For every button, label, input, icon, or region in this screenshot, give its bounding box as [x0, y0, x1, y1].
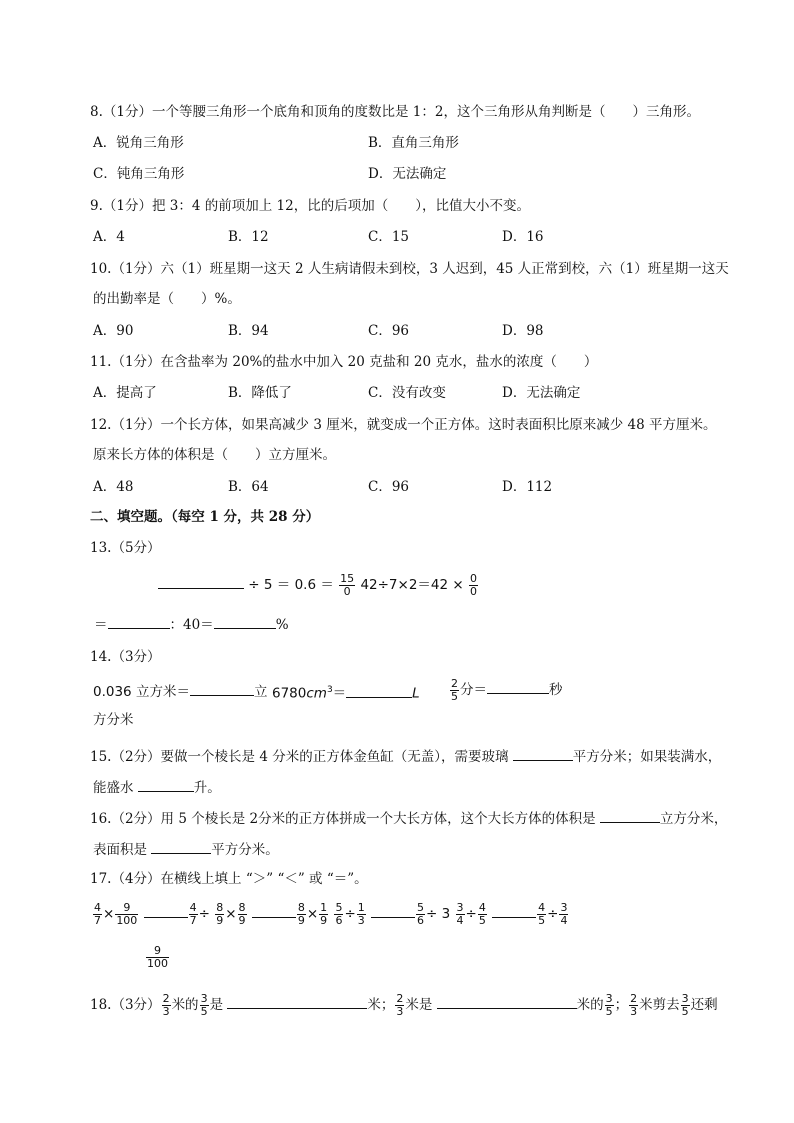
q14-part2: $6780cm^3= L$ [272, 681, 420, 703]
q16-line1: 16.（2分）用 5 个棱长是 2分米的正方体拼成一个大长方体，这个大长方体的体积是 立方分米， [90, 808, 727, 828]
q18-blank-1[interactable] [227, 994, 367, 1009]
q9-option-a[interactable]: A．4 [93, 229, 125, 245]
q13-line1 [158, 570, 479, 600]
q10-option-b[interactable]: B．94 [228, 323, 269, 339]
q16-blank-2[interactable] [151, 839, 211, 854]
q18-blank-2[interactable] [437, 994, 577, 1009]
q9-option-b[interactable]: B．12 [228, 229, 269, 245]
q10-stem-line2: 的出勤率是（ ）%。 [93, 291, 241, 307]
q17-row: $\frac{4}{7}$ × $\frac{9}{100}$ $\frac{4}{7}$ ÷ $\frac{8}{9}$ × $\frac{8}{9}$ $\frac{8}{9}$ × $\frac{1}{9}$ $\frac{5}{6}$ ÷ $\frac{1}{3}$ $\frac{5}{6}$ ÷ 3 $\frac{3}{4}$ ÷ $\frac{4}{5}$ $\frac{4}{5}$ ÷ $\frac{3}{4}$ [94, 900, 568, 927]
q15-blank-2[interactable] [138, 777, 194, 792]
q14-frac: $\frac{2}{5}$ [451, 676, 458, 703]
q13-frac-2: $\frac{0}{0}$ [470, 572, 477, 598]
q9-stem: 9.（1分）把 3：4 的前项加上 12，比的后项加（ ），比值大小不变。 [90, 198, 530, 214]
section-heading: 二、填空题。（每空 1 分，共 28 分） [90, 509, 320, 525]
q17-frac-4-7: $\frac{4}{7}$ [94, 900, 101, 927]
q17-frac-8-9: $\frac{8}{9}$ [216, 900, 224, 927]
q17-blank-4[interactable] [492, 903, 536, 918]
q17-blank-2[interactable] [252, 903, 296, 918]
q11-option-a[interactable]: A．提高了 [93, 385, 157, 401]
q13-blank-2[interactable] [108, 614, 170, 629]
q14-part1-cont: 方分米 [93, 712, 134, 728]
q11-stem: 11.（1分）在含盐率为 20%的盐水中加入 20 克盐和 20 克水，盐水的浓度（ ） [90, 354, 598, 370]
q14-blank-1[interactable] [190, 681, 254, 696]
q9-option-c[interactable]: C．15 [368, 229, 410, 245]
q12-option-a[interactable]: A．48 [93, 479, 134, 495]
q8-option-c[interactable]: C．钝角三角形 [93, 166, 185, 182]
q10-stem-line1: 10.（1分）六（1）班星期一这天 2 人生病请假未到校，3 人迟到，45 人正常到校，六（1）班星期一这天 [90, 261, 729, 277]
q10-option-d[interactable]: D．98 [502, 323, 544, 339]
q10-option-a[interactable]: A．90 [93, 323, 134, 339]
q12-stem-line2: 原来长方体的体积是（ ）立方厘米。 [93, 447, 336, 463]
q14-blank-3[interactable] [487, 679, 549, 694]
q11-option-c[interactable]: C．没有改变 [368, 385, 446, 401]
q13-head: 13.（5分） [90, 540, 161, 556]
q14-blank-2[interactable] [346, 683, 412, 698]
q12-option-c[interactable]: C．96 [368, 479, 410, 495]
q17-frac-9-100-b: $\frac{9}{100}$ [147, 943, 168, 970]
q17-stem: 17.（4分）在横线上填上 “＞” “＜” 或 “＝”。 [90, 871, 368, 887]
q13-blank-1[interactable] [158, 574, 244, 589]
q17-frac-3-4: $\frac{3}{4}$ [456, 900, 464, 927]
q15-blank-1[interactable] [513, 746, 573, 761]
q11-option-d[interactable]: D．无法确定 [502, 385, 581, 401]
q16-line2: 表面积是 平方分米。 [93, 839, 279, 859]
q13-expr: 42÷7×2＝42 × [360, 577, 464, 593]
q11-option-b[interactable]: B．降低了 [228, 385, 292, 401]
q15-line2: 能盛水 升。 [93, 777, 221, 797]
q17-blank-3[interactable] [371, 903, 415, 918]
q13-blank-3[interactable] [214, 614, 276, 629]
q14-head: 14.（3分） [90, 649, 161, 665]
q14-part1: 0.036 立方米＝ 立 [93, 681, 267, 701]
q18-line: 18.（3分） $\frac{2}{3}$ 米的 $\frac{3}{5}$ 是 米； $\frac{2}{3}$ 米是 米的 $\frac{3}{5}$ ； $\frac{2}{3}$ 米剪去 $\frac{3}{5}$ 还剩 [90, 992, 718, 1018]
q12-option-b[interactable]: B．64 [228, 479, 269, 495]
q9-option-d[interactable]: D．16 [502, 229, 544, 245]
q8-stem: 8.（1分）一个等腰三角形一个底角和顶角的度数比是 1：2，这个三角形从角判断是（ ）三角形。 [90, 104, 700, 120]
q17-overflow [145, 940, 170, 974]
q14-part3: $\frac{2}{5}$ 分＝ 秒 [451, 676, 563, 703]
q8-option-a[interactable]: A．锐角三角形 [93, 135, 184, 151]
q12-stem-line1: 12.（1分）一个长方体，如果高减少 3 厘米，就变成一个正方体。这时表面积比原来减少 48 平方厘米。 [90, 417, 717, 433]
q13-frac-1: $\frac{15}{0}$ [340, 572, 355, 598]
q12-option-d[interactable]: D．112 [502, 479, 553, 495]
q16-blank-1[interactable] [600, 808, 660, 823]
q13-div5: ÷ 5 ＝ 0.6 ＝ [248, 577, 334, 593]
q15-line1: 15.（2分）要做一个棱长是 4 分米的正方体金鱼缸（无盖），需要玻璃 平方分米；如果装满水， [90, 746, 721, 766]
q8-option-b[interactable]: B．直角三角形 [368, 135, 459, 151]
q10-option-c[interactable]: C．96 [368, 323, 410, 339]
q17-frac-5-6: $\frac{5}{6}$ [335, 900, 343, 927]
q13-line2: ＝ ：40＝ % [94, 614, 289, 634]
q17-blank-1[interactable] [144, 903, 188, 918]
q17-frac-9-100: $\frac{9}{100}$ [116, 900, 138, 927]
q8-option-d[interactable]: D．无法确定 [368, 166, 447, 182]
